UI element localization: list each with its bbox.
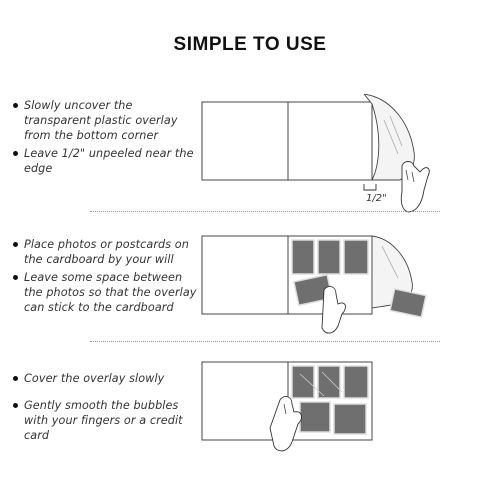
- bullet-dot-icon: [13, 103, 18, 108]
- hand-icon: [322, 287, 345, 334]
- step-2-instructions: [12, 237, 202, 315]
- half-inch-bracket: [364, 184, 376, 190]
- bullet-dot-icon: [13, 242, 18, 247]
- step-2-bullet-2: [12, 270, 202, 315]
- loose-photo: [390, 289, 426, 317]
- album-right-page: [288, 102, 372, 180]
- step-3-bullet-1: [12, 371, 202, 386]
- step-2-bullet-1-text: Place photos or postcards on the cardboard by your will: [24, 238, 189, 266]
- divider-2: [90, 341, 440, 342]
- step-2-bullet-1: [12, 237, 202, 267]
- bullet-dot-icon: [13, 376, 18, 381]
- step-1-bullet-1: [12, 98, 202, 143]
- photo: [344, 240, 368, 274]
- bullet-dot-icon: [13, 403, 18, 408]
- bullet-dot-icon: [13, 275, 18, 280]
- peel-overlay-illustration: [196, 94, 440, 214]
- album-left-page: [202, 236, 288, 314]
- smooth-overlay-illustration: [196, 356, 440, 466]
- step-3-instructions: [12, 371, 202, 443]
- photo: [292, 366, 314, 398]
- step-3-bullet-2: [12, 398, 202, 443]
- place-photos-illustration: [196, 228, 440, 338]
- hand-icon: [401, 162, 429, 213]
- step-1-instructions: [12, 98, 202, 176]
- step-1-bullet-2: [12, 146, 202, 176]
- album-left-page: [202, 102, 288, 180]
- step-2-bullet-2-text: Leave some space between the photos so that the overlay can stick to the cardboard: [24, 271, 197, 314]
- photo: [334, 404, 366, 434]
- photo: [318, 240, 340, 274]
- photo: [300, 402, 330, 432]
- step-1-bullet-2-text: Leave 1/2" unpeeled near the edge: [24, 147, 194, 175]
- half-inch-label: 1/2": [366, 193, 387, 204]
- step-3-bullet-2-text: Gently smooth the bubbles with your fingers or a credit card: [24, 399, 183, 442]
- divider-1: [90, 211, 440, 212]
- step-3-bullet-1-text: Cover the overlay slowly: [24, 372, 165, 385]
- page-title: SIMPLE TO USE: [173, 34, 327, 55]
- hand-icon: [270, 397, 301, 451]
- step-1-bullet-1-text: Slowly uncover the transparent plastic overlay from the bottom corner: [24, 99, 178, 142]
- photo: [292, 240, 314, 274]
- bullet-dot-icon: [13, 151, 18, 156]
- photo: [344, 366, 368, 398]
